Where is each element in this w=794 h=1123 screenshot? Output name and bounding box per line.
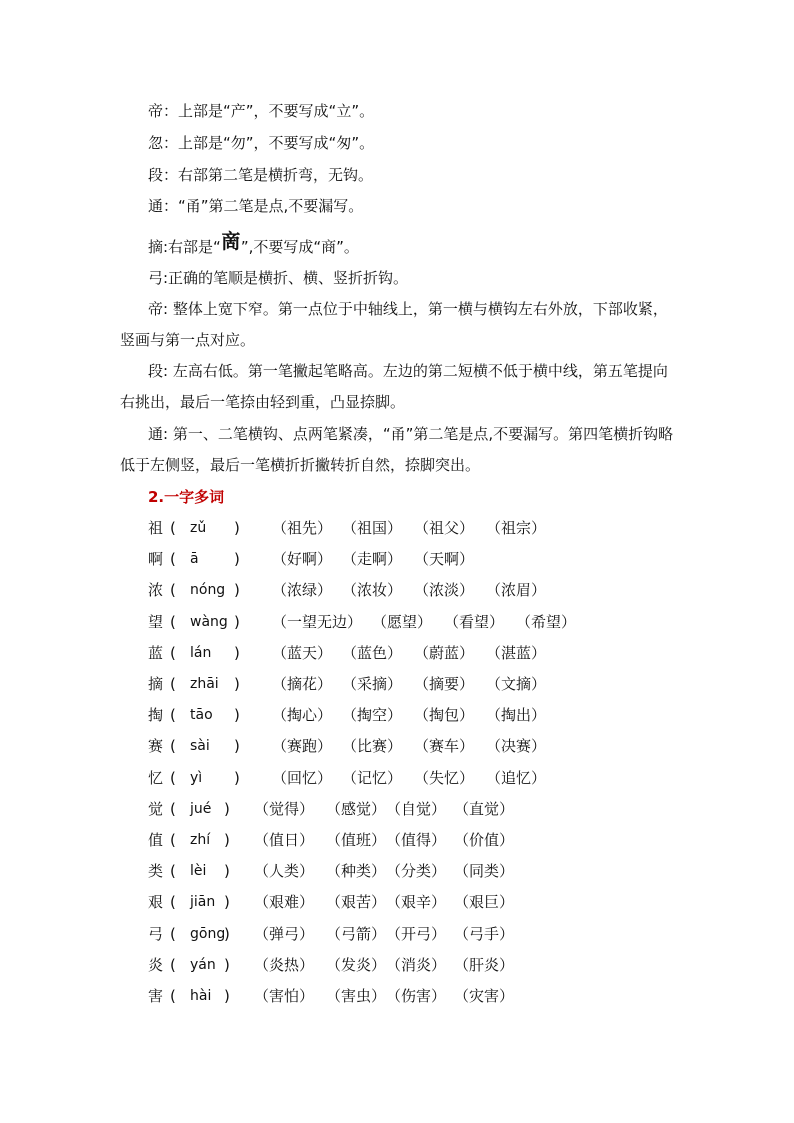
close-paren: ) (224, 924, 230, 943)
row-character: 弓 (148, 924, 164, 943)
related-word: （艰辛） (386, 893, 447, 912)
row-character: 望 (148, 612, 164, 631)
related-word: （自觉） (386, 799, 447, 818)
row-character: 啊 (148, 550, 164, 569)
related-word: （害怕） (254, 987, 315, 1005)
open-paren: ( (170, 768, 176, 787)
related-word: （比赛） (342, 737, 403, 756)
related-word: （蓝天） (272, 643, 333, 662)
related-word: （追忆） (486, 768, 547, 787)
related-word: （祖国） (342, 519, 403, 537)
open-paren: ( (170, 831, 176, 849)
close-paren: ) (224, 893, 230, 912)
close-paren: ) (224, 987, 230, 1005)
open-paren: ( (170, 550, 176, 569)
open-paren: ( (170, 675, 176, 693)
row-pinyin: hài (190, 988, 212, 1004)
row-pinyin: lèi (190, 863, 207, 880)
open-paren: ( (170, 799, 176, 818)
related-word: （回忆） (272, 768, 333, 787)
related-word: （直觉） (454, 799, 515, 818)
related-word: （艰苦） (326, 893, 387, 912)
related-word: （肝炎） (454, 955, 515, 974)
row-character: 掏 (148, 706, 164, 725)
row-pinyin: gōng (190, 925, 226, 942)
close-paren: ) (224, 862, 230, 881)
open-paren: ( (170, 643, 176, 662)
related-word: （掏空） (342, 706, 403, 725)
row-character: 觉 (148, 799, 164, 818)
note-line: 通：“甬”第二笔是点,不要漏写。 (148, 197, 364, 215)
related-word: （掏心） (272, 706, 333, 725)
row-character: 艰 (148, 893, 164, 912)
related-word: （走啊） (342, 550, 403, 569)
note-line (148, 229, 359, 257)
related-word: （蓝色） (342, 643, 403, 662)
related-word: （浓妆） (342, 581, 403, 600)
row-pinyin: yì (190, 769, 203, 786)
related-word: （灾害） (454, 987, 515, 1005)
close-paren: ) (234, 581, 240, 600)
close-paren: ) (234, 706, 240, 725)
related-word: （人类） (254, 862, 315, 881)
related-word: （浓淡） (414, 581, 475, 600)
related-word: （艰巨） (454, 893, 515, 912)
related-word: （赛车） (414, 737, 475, 756)
related-word: （愿望） (372, 612, 433, 631)
close-paren: ) (234, 675, 240, 693)
related-word: （祖先） (272, 519, 333, 537)
related-word: （弓箭） (326, 924, 387, 943)
related-word: （失忆） (414, 768, 475, 787)
note-text: 摘:右部是“ (148, 238, 221, 256)
related-word: （祖宗） (486, 519, 547, 537)
related-word: （摘花） (272, 675, 333, 693)
open-paren: ( (170, 706, 176, 725)
open-paren: ( (170, 612, 176, 631)
explanation-paragraph (120, 419, 680, 481)
close-paren: ) (224, 955, 230, 974)
related-word: （弓手） (454, 924, 515, 943)
related-word: （看望） (444, 612, 505, 631)
close-paren: ) (234, 768, 240, 787)
note-emphasis-char: 啇 (220, 229, 241, 253)
row-character: 炎 (148, 955, 164, 974)
note-line: 段：右部第二笔是横折弯，无钩。 (148, 166, 374, 184)
open-paren: ( (170, 581, 176, 600)
related-word: （天啊） (414, 550, 475, 569)
row-character: 害 (148, 987, 164, 1005)
open-paren: ( (170, 862, 176, 881)
close-paren: ) (234, 612, 240, 631)
related-word: （记忆） (342, 768, 403, 787)
close-paren: ) (234, 519, 240, 537)
open-paren: ( (170, 924, 176, 943)
related-word: （湛蓝） (486, 643, 547, 662)
related-word: （蔚蓝） (414, 643, 475, 662)
related-word: （消炎） (386, 955, 447, 974)
row-character: 赛 (148, 737, 164, 756)
related-word: （值得） (386, 831, 447, 849)
row-pinyin: jué (190, 800, 212, 817)
row-pinyin: tāo (190, 707, 213, 724)
related-word: （希望） (516, 612, 577, 631)
related-word: （分类） (386, 862, 447, 881)
row-character: 摘 (148, 675, 164, 693)
related-word: （值日） (254, 831, 315, 849)
row-character: 蓝 (148, 643, 164, 662)
close-paren: ) (234, 643, 240, 662)
row-pinyin: ā (190, 551, 199, 568)
related-word: （浓眉） (486, 581, 547, 600)
row-pinyin: nóng (190, 582, 226, 599)
related-word: （值班） (326, 831, 387, 849)
row-pinyin: yán (190, 956, 216, 973)
row-pinyin: zhí (190, 832, 211, 848)
row-pinyin: zǔ (190, 520, 207, 536)
row-character: 类 (148, 862, 164, 881)
related-word: （同类） (454, 862, 515, 881)
related-word: （决赛） (486, 737, 547, 756)
explanation-paragraph (120, 294, 680, 356)
paragraph-text: 段: 左高右低。第一笔撇起笔略高。左边的第二短横不低于横中线，第五笔提向右挑出，最后一笔捺由轻到重，凸显捺脚。 (120, 362, 668, 411)
close-paren: ) (234, 550, 240, 569)
related-word: （害虫） (326, 987, 387, 1005)
note-line: 帝：上部是“产”，不要写成“立”。 (148, 102, 375, 120)
related-word: （浓绿） (272, 581, 333, 600)
note-text: ”,不要写成“商”。 (240, 238, 359, 256)
open-paren: ( (170, 955, 176, 974)
section-title: 2.一字多词 (148, 488, 225, 506)
related-word: （一望无边） (272, 612, 363, 631)
related-word: （掏包） (414, 706, 475, 725)
related-word: （伤害） (386, 987, 447, 1005)
row-pinyin: sài (190, 738, 210, 755)
row-pinyin: zhāi (190, 676, 219, 692)
row-character: 忆 (148, 768, 164, 787)
paragraph-text: 通: 第一、二笔横钩、点两笔紧凑，“甬”第二笔是点,不要漏写。第四笔横折钩略低于左侧竖，最后一笔横折折撇转折自然，捺脚突出。 (120, 425, 674, 474)
note-line: 弓:正确的笔顺是横折、横、竖折折钩。 (148, 269, 409, 287)
open-paren: ( (170, 737, 176, 756)
related-word: （摘要） (414, 675, 475, 693)
row-character: 值 (148, 831, 164, 849)
related-word: （觉得） (254, 799, 315, 818)
row-pinyin: lán (190, 644, 212, 661)
close-paren: ) (234, 737, 240, 756)
related-word: （炎热） (254, 955, 315, 974)
related-word: （好啊） (272, 550, 333, 569)
open-paren: ( (170, 987, 176, 1005)
note-line: 忽：上部是“勿”，不要写成“匆”。 (148, 134, 375, 152)
row-pinyin: wàng (190, 613, 228, 630)
open-paren: ( (170, 519, 176, 537)
related-word: （价值） (454, 831, 515, 849)
close-paren: ) (224, 799, 230, 818)
related-word: （发炎） (326, 955, 387, 974)
related-word: （赛跑） (272, 737, 333, 756)
close-paren: ) (224, 831, 230, 849)
related-word: （艰难） (254, 893, 315, 912)
row-pinyin: jiān (190, 894, 216, 911)
related-word: （文摘） (486, 675, 547, 693)
related-word: （弹弓） (254, 924, 315, 943)
related-word: （感觉） (326, 799, 387, 818)
related-word: （祖父） (414, 519, 475, 537)
related-word: （种类） (326, 862, 387, 881)
related-word: （掏出） (486, 706, 547, 725)
row-character: 浓 (148, 581, 164, 600)
open-paren: ( (170, 893, 176, 912)
row-character: 祖 (148, 519, 164, 537)
related-word: （开弓） (386, 924, 447, 943)
related-word: （采摘） (342, 675, 403, 693)
explanation-paragraph (120, 356, 680, 418)
paragraph-text: 帝: 整体上宽下窄。第一点位于中轴线上，第一横与横钩左右外放，下部收紧，竖画与第一点对应。 (120, 300, 668, 349)
